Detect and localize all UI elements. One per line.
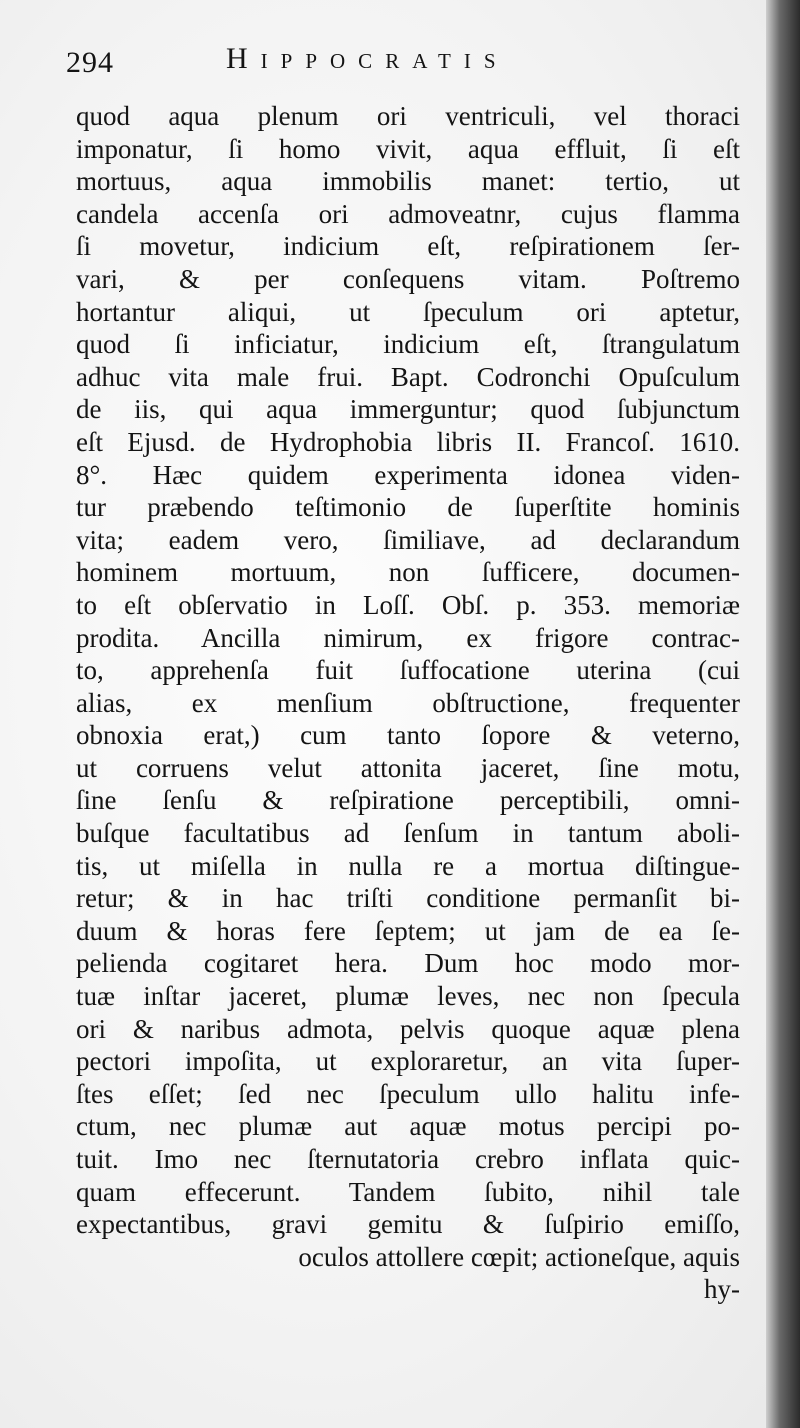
text-line: alias, ex menſium obſtructione, frequenter [76, 687, 740, 718]
text-line: ctum, nec plumæ aut aquæ motus percipi po- [76, 1111, 740, 1142]
text-line: eſt Ejusd. de Hydrophobia libris II. Francoſ. 1610. [76, 426, 740, 457]
text-line: ſine ſenſu & reſpiratione perceptibili, omni- [76, 785, 740, 816]
page-gutter-shadow [766, 0, 800, 1428]
text-line: de iis, qui aqua immerguntur; quod ſubjunctum [76, 394, 740, 425]
text-line: quam effecerunt. Tandem ſubito, nihil tale [76, 1176, 740, 1207]
text-line: imponatur, ſi homo vivit, aqua effluit, ſi eſt [76, 133, 740, 164]
text-line: ut corruens velut attonita jaceret, ſine motu, [76, 752, 740, 783]
text-line: tis, ut miſella in nulla re a mortua diſtingue- [76, 850, 740, 881]
page-header [66, 42, 756, 90]
text-line: 8°. Hæc quidem experimenta idonea viden- [76, 459, 740, 490]
text-line: quod ſi inficiatur, indicium eſt, ſtrangulatum [76, 329, 740, 360]
text-line: tur præbendo teſtimonio de ſuperſtite hominis [76, 492, 740, 523]
text-line: to, apprehenſa fuit ſuffocatione uterina (cui [76, 655, 740, 686]
text-line: duum & horas fere ſeptem; ut jam de ea ſe- [76, 915, 740, 946]
text-line: quod aqua plenum ori ventriculi, vel thoraci [76, 101, 740, 131]
body-text [76, 100, 740, 1306]
text-line: ori & naribus admota, pelvis quoque aquæ plena [76, 1013, 740, 1044]
text-line: mortuus, aqua immobilis manet: tertio, ut [76, 166, 740, 197]
text-line: obnoxia erat,) cum tanto ſopore & veterno, [76, 720, 740, 751]
text-line: pectori impoſita, ut exploraretur, an vita ſuper- [76, 1046, 740, 1077]
text-line: hominem mortuum, non ſufficere, documen- [76, 557, 740, 588]
text-line: to eſt obſervatio in Loſſ. Obſ. p. 353. memoriæ [76, 589, 740, 620]
text-line: hortantur aliqui, ut ſpeculum ori aptetur, [76, 296, 740, 327]
text-line: buſque facultatibus ad ſenſum in tantum aboli- [76, 818, 740, 849]
text-line: expectantibus, gravi gemitu & ſuſpirio emiſſo, [76, 1209, 740, 1240]
text-line: tuit. Imo nec ſternutatoria crebro inflata quic- [76, 1144, 740, 1174]
text-line: vari, & per conſequens vitam. Poſtremo [76, 263, 740, 294]
text-line: oculos attollere cœpit; actioneſque, aquis [298, 1241, 740, 1272]
text-line: vita; eadem vero, ſimiliave, ad declarandum [76, 524, 740, 555]
text-line: prodita. Ancilla nimirum, ex frigore contrac- [76, 622, 740, 653]
text-line: ſi movetur, indicium eſt, reſpirationem ſer- [76, 231, 740, 262]
text-line: candela accenſa ori admoveatnr, cujus flamma [76, 198, 740, 229]
text-line: ſtes eſſet; ſed nec ſpeculum ullo halitu infe- [76, 1078, 740, 1109]
page-number: 294 [66, 46, 114, 79]
catchword: hy- [704, 1274, 740, 1305]
text-line: tuæ inſtar jaceret, plumæ leves, nec non ſpecula [76, 981, 740, 1012]
text-line: adhuc vita male frui. Bapt. Codronchi Opuſculum [76, 361, 740, 392]
running-head: Hippocratis [226, 42, 509, 75]
text-line: pelienda cogitaret hera. Dum hoc modo mor- [76, 948, 740, 979]
text-line: retur; & in hac triſti conditione permanſit bi- [76, 883, 740, 914]
